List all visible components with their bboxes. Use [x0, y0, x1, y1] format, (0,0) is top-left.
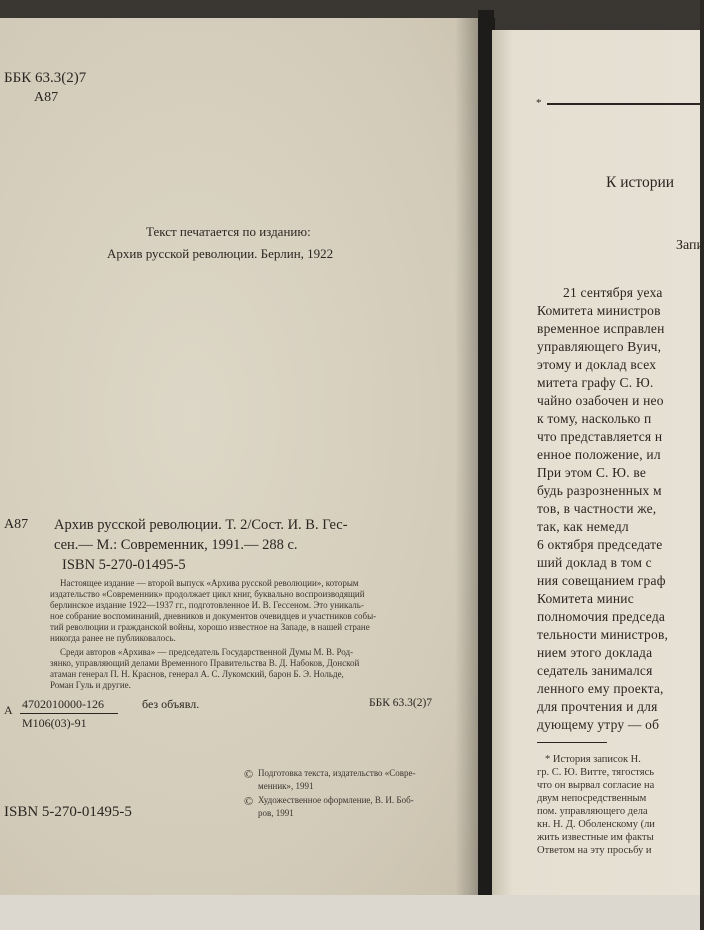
classification-label: ББК 63.3(2)7 [4, 70, 87, 86]
body-line: полномочия председа [537, 609, 666, 624]
copyright-line: Подготовка текста, издательство «Совре- [258, 768, 416, 778]
body-line: ленного ему проекта, [537, 681, 664, 696]
annotation-line: берлинское издание 1922—1937 гг., подготовленное И. В. Гессеном. Это уникаль- [50, 600, 364, 610]
body-line: к тому, насколько п [537, 411, 652, 426]
body-line: ший доклад в том с [537, 555, 652, 570]
annotation-line: атаман генерал П. Н. Краснов, генерал А. С. Лукомский, барон Б. Э. Нольде, [50, 669, 344, 679]
body-line: этому и доклад всех [537, 357, 657, 372]
annotation-line: Настоящее издание — второй выпуск «Архива русской революции», которым [60, 578, 359, 588]
chapter-subheading: Запи [676, 238, 704, 253]
annotation-line: тий революции и гражданской войны, хорошо известное на Западе, в нашей стране [50, 622, 370, 632]
footnote-line: гр. С. Ю. Витте, тягостясь [537, 767, 655, 778]
body-line: При этом С. Ю. ве [537, 465, 647, 480]
footnote-line: кн. Н. Д. Оболенскому (ли [537, 819, 655, 830]
ornament-rule [547, 103, 700, 105]
body-line: седатель занимался [537, 663, 653, 678]
annotation-line: зянко, управляющий делами Временного Правительства В. Д. Набоков, Донской [50, 658, 360, 668]
isbn-bottom: ISBN 5-270-01495-5 [4, 804, 132, 820]
annotation-line: никогда ранее не публиковалось. [50, 633, 176, 643]
body-line: тельности министров, [537, 627, 669, 642]
body-line: енное положение, ил [537, 447, 661, 462]
catalog-line1: Архив русской революции. Т. 2/Сост. И. В. Гес- [54, 517, 348, 533]
body-line: Комитета минис [537, 591, 634, 606]
body-line: 21 сентября уеха [563, 285, 663, 300]
footnote-line: жить известные им факты [537, 832, 654, 843]
ornament-star: * [536, 97, 542, 109]
body-line: будь разрозненных м [537, 483, 662, 498]
body-line: ния совещанием граф [537, 573, 666, 588]
body-line: для прочтения и для [537, 699, 658, 714]
body-line: временное исправлен [537, 321, 665, 336]
code-number: 4702010000-126 [22, 697, 104, 711]
body-line: Комитета министров [537, 303, 661, 318]
footnote-rule [537, 742, 607, 743]
code-divider [20, 713, 118, 714]
copyright-line: ров, 1991 [258, 808, 294, 818]
bbk-bottom: ББК 63.3(2)7 [369, 697, 433, 709]
source-note-line2: Архив русской революции. Берлин, 1922 [107, 246, 334, 261]
footnote-line: Ответом на эту просьбу и [537, 845, 652, 856]
code-prefix: А [4, 703, 13, 717]
left-page [0, 18, 480, 898]
catalog-line2: сен.— М.: Современник, 1991.— 288 с. [54, 537, 298, 553]
body-line: нием этого доклада [537, 645, 653, 660]
annotation-line: Среди авторов «Архива» — председатель Государственной Думы М. В. Род- [60, 647, 354, 657]
body-line: управляющего Вуич, [537, 339, 662, 354]
background-surface [0, 895, 700, 930]
footnote-line: двум непосредственным [537, 793, 647, 804]
body-line: так, как немедл [537, 519, 629, 534]
copyright-line: менник», 1991 [258, 781, 314, 791]
body-line: тов, в частности же, [537, 501, 657, 516]
code-sub: М106(03)-91 [22, 716, 87, 730]
body-line: чайно озабочен и нео [537, 393, 664, 408]
body-line: митета графу С. Ю. [537, 375, 654, 390]
footnote-line: пом. управляющего дела [537, 806, 648, 817]
copyright-symbol: © [244, 767, 254, 781]
footnote-line: что он вырвал согласие на [537, 780, 655, 791]
source-note-line1: Текст печатается по изданию: [146, 224, 311, 239]
copyright-line: Художественное оформление, В. И. Боб- [258, 795, 414, 805]
footnote-line: * История записок Н. [545, 754, 641, 765]
annotation-line: ное собрание воспоминаний, дневников и документов очевидцев и участников собы- [50, 611, 377, 621]
catalog-code: А87 [4, 517, 29, 532]
body-line: что представляется н [537, 429, 663, 444]
chapter-heading: К истории [606, 174, 675, 191]
copyright-symbol: © [244, 794, 254, 808]
annotation-line: издательство «Современник» продолжает цикл книг, буквально воспроизводящий [50, 589, 365, 599]
isbn-line: ISBN 5-270-01495-5 [62, 557, 186, 573]
annotation-line: Роман Гуль и другие. [50, 680, 131, 690]
body-line: дующему утру — об [537, 717, 660, 732]
price-note: без объявл. [142, 697, 200, 711]
body-line: 6 октября председате [537, 537, 663, 552]
classification-code: А87 [34, 90, 59, 105]
